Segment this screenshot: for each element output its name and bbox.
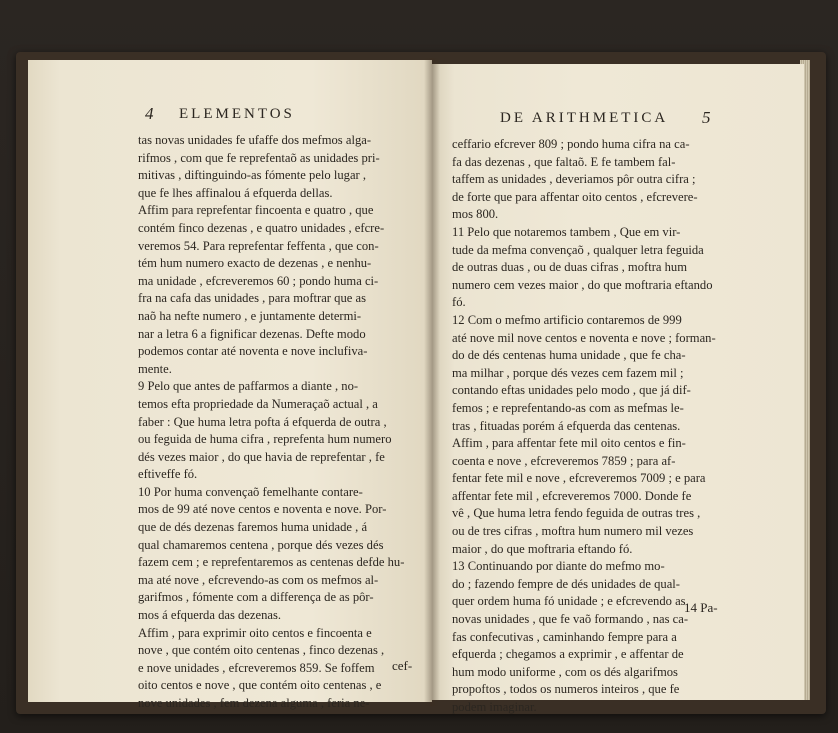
text-line: nove unidades , fem dezena alguma , feria ne-	[138, 696, 370, 710]
text-line: podem imaginar.	[452, 700, 537, 714]
text-line: Affim para reprefentar fincoenta e quatro , que	[138, 203, 374, 218]
book-gutter	[424, 58, 440, 706]
text-line: até nove mil nove centos e noventa e nove ; forman-	[452, 330, 716, 345]
text-line: tras , fituadas porém á efquerda das centenas.	[452, 418, 681, 433]
text-line: 13 Continuando por diante do mefmo mo-	[452, 559, 665, 574]
text-line: ma unidade , efcreveremos 60 ; pondo huma ci-	[138, 273, 379, 288]
text-line: tas novas unidades fe ufaffe dos mefmos alga-	[138, 133, 372, 147]
text-line: tém hum numero exacto de dezenas , e nenhu-	[138, 256, 372, 271]
text-line: e nove unidades , efcreveremos 859. Se foffem	[138, 660, 375, 675]
text-line: de forte que para affentar oito centos , efcrevere-	[452, 189, 698, 204]
text-line: 12 Com o mefmo artificio contaremos de 999	[452, 312, 682, 327]
text-line: veremos 54. Para reprefentar feffenta , que con-	[138, 238, 379, 253]
text-line: de outras duas , ou de duas cifras , moftra hum	[452, 260, 688, 275]
text-line: ceffario efcrever 809 ; pondo huma cifra na ca-	[452, 137, 690, 151]
text-line: contando eftas unidades pelo modo , que já dif-	[452, 383, 691, 398]
text-line: fó.	[452, 295, 466, 310]
text-line: maior , do que moftraria eftando fó.	[452, 541, 633, 556]
text-line: vê , Que huma letra fendo feguida de outras tres ,	[452, 506, 701, 521]
text-line: do de dés centenas huma unidade , que fe cha-	[452, 348, 686, 363]
text-line: numero cem vezes maior , do que moftraria eftando	[452, 277, 713, 292]
text-line: 10 Por huma convençaõ femelhante contare-	[138, 484, 363, 499]
text-line: fa das dezenas , que faltaõ. E fe tambem fal-	[452, 154, 676, 169]
text-line: mos 800.	[452, 207, 499, 222]
page-text	[452, 136, 716, 717]
text-line: podemos contar até noventa e nove inclufiva-	[138, 344, 368, 359]
text-line: fentar fete mil e nove , efcreveremos 7009 ; e para	[452, 471, 706, 486]
text-line: ou de tres cifras , moftra hum numero mil vezes	[452, 524, 694, 539]
text-line: tude da mefma convençaõ , qualquer letra feguida	[452, 242, 704, 257]
running-head: DE ARITHMETICA	[500, 110, 669, 126]
text-line: fra na cafa das unidades , para moftrar que as	[138, 291, 366, 306]
text-line: rifmos , com que fe reprefentaõ as unidades pri-	[138, 150, 380, 165]
text-line: efquerda ; chegamos a exprimir , e affentar de	[452, 647, 684, 662]
text-line: fazem cem ; e reprefentaremos as centenas defde hu-	[138, 555, 405, 570]
text-line: mos á efquerda das dezenas.	[138, 608, 282, 623]
text-line: qual chamaremos centena , porque dés vezes dés	[138, 537, 384, 552]
text-line: mente.	[138, 361, 172, 376]
text-line: ou feguida de huma cifra , reprefenta hum numero	[138, 432, 392, 447]
text-line: quer ordem huma fó unidade ; e efcrevendo as	[452, 594, 686, 609]
text-line: mitivas , diftinguindo-as fómente pelo lugar ,	[138, 168, 367, 183]
text-line: dés vezes maior , do que havia de reprefentar , fe	[138, 449, 385, 464]
text-line: naõ ha nefte numero , e juntamente determi-	[138, 308, 362, 323]
text-line: taffem as unidades , deveriamos pôr outra cifra ;	[452, 172, 696, 187]
right-page	[432, 64, 804, 714]
text-line: ma até nove , efcrevendo-as com os mefmos al-	[138, 572, 379, 587]
text-line: 11 Pelo que notaremos tambem , Que em vir-	[452, 224, 681, 239]
text-line: temos efta propriedade da Numeraçaõ actual , a	[138, 396, 378, 411]
text-line: Affim , para affentar fete mil oito centos e fin-	[452, 436, 686, 451]
text-line: garifmos , fómente com a differença de as pôr-	[138, 590, 374, 605]
text-line: coenta e nove , efcreveremos 7859 ; para af-	[452, 453, 676, 468]
text-line: femos ; e reprefentando-as com as mefmas le-	[452, 400, 684, 415]
text-line: novas unidades , que fe vaõ formando , nas ca-	[452, 612, 689, 627]
page-number: 5	[702, 108, 711, 127]
text-line: nove , que contém oito centenas , finco dezenas ,	[138, 643, 385, 658]
text-line: faber : Que huma letra pofta á efquerda de outra ,	[138, 414, 387, 429]
page-number: 4	[145, 104, 154, 123]
text-line: eftiveffe fó.	[138, 467, 198, 482]
catchword: cef-	[392, 658, 413, 673]
text-line: oito centos e nove , que contém oito centenas , e	[138, 678, 382, 693]
left-page	[28, 60, 432, 710]
text-line: nar a letra 6 a fignificar dezenas. Defte modo	[138, 326, 366, 341]
text-line: affentar fete mil , efcreveremos 7000. Donde fe	[452, 488, 692, 503]
page-text	[138, 132, 404, 713]
text-line: propoftos , todos os numeros inteiros , que fe	[452, 682, 680, 697]
text-line: Affim , para exprimir oito centos e fincoenta e	[138, 625, 372, 640]
text-line: hum modo uniforme , com os dés algarifmos	[452, 664, 678, 679]
text-line: 9 Pelo que antes de paffarmos a diante , no-	[138, 379, 359, 394]
running-head: ELEMENTOS	[179, 106, 295, 122]
text-line: que fe lhes affinalou á efquerda dellas.	[138, 185, 333, 200]
text-line: contém finco dezenas , e quatro unidades , efcre-	[138, 220, 385, 235]
text-line: mos de 99 até nove centos e noventa e nove. Por-	[138, 502, 387, 517]
text-line: do ; fazendo fempre de dés unidades de qual-	[452, 576, 680, 591]
text-line: que de dés dezenas faremos huma unidade , á	[138, 520, 368, 535]
catchword: 14 Pa-	[684, 600, 718, 615]
text-line: fas confecutivas , caminhando fempre para a	[452, 629, 677, 644]
text-line: ma milhar , porque dés vezes cem fazem mil ;	[452, 365, 684, 380]
